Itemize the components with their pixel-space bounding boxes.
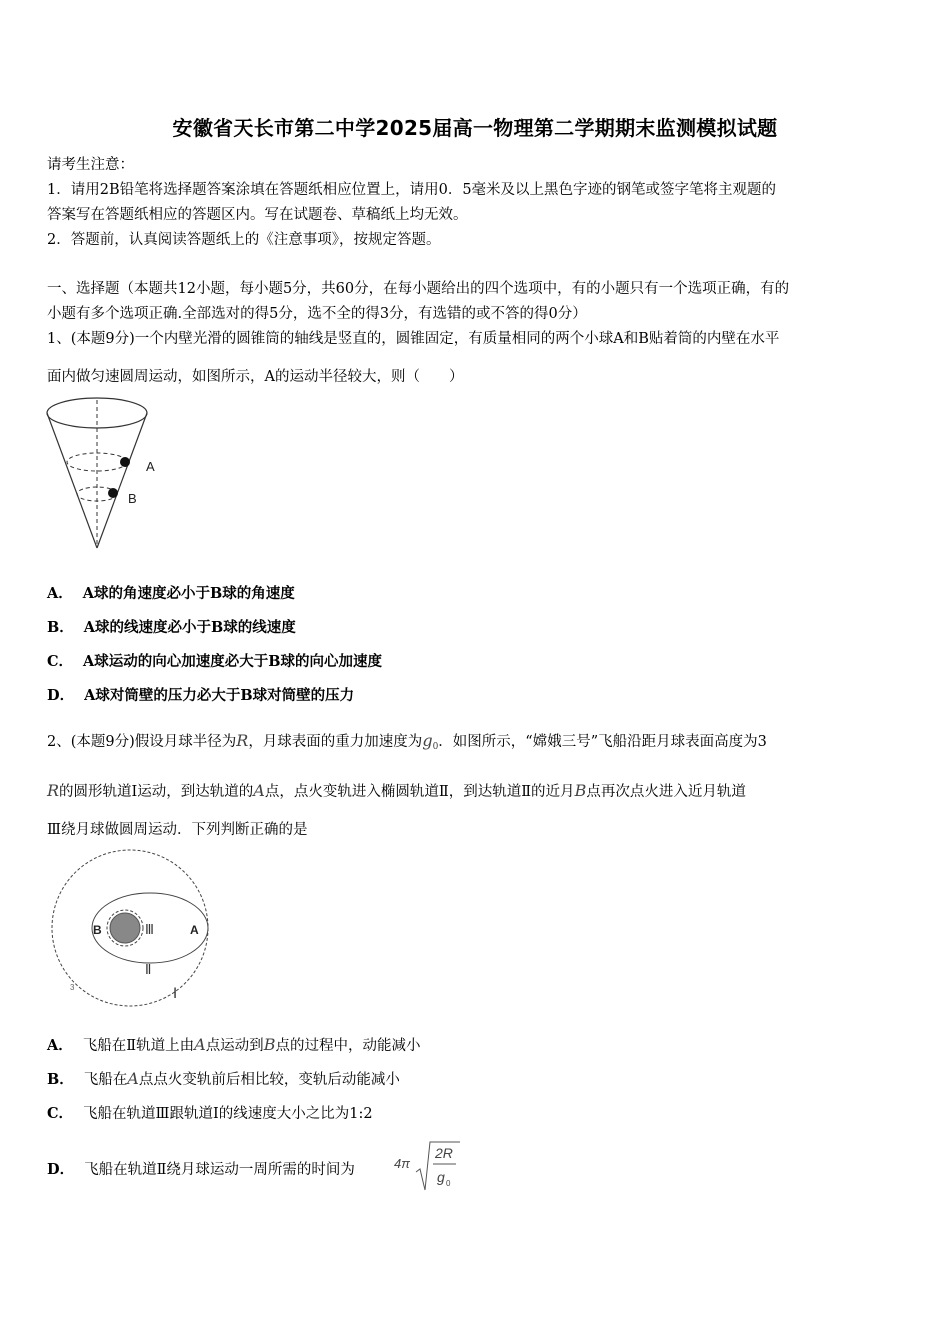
notice-item-2: 2．答题前，认真阅读答题纸上的《注意事项》，按规定答题。 (47, 232, 441, 248)
orbit-label-ii: Ⅱ (145, 962, 152, 977)
q2-option-c-text: 飞船在轨道Ⅲ跟轨道Ⅰ的线速度大小之比为1:2 (83, 1106, 373, 1122)
q2-option-a-var-b: B (263, 1035, 276, 1054)
q1-stem-2: 面内做匀速圆周运动，如图所示，A的运动半径较大，则（ ） (47, 369, 464, 385)
var-r: R (236, 731, 249, 750)
q2-option-a-letter: A． (47, 1037, 73, 1054)
q2-option-b-var-a: A (127, 1069, 139, 1088)
q2-stem-1b: ，月球表面的重力加速度为 (248, 734, 423, 750)
q2-stem-3: Ⅲ绕月球做圆周运动．下列判断正确的是 (47, 822, 308, 838)
var-b: B (574, 781, 587, 800)
cone-right-wall (97, 413, 147, 548)
notice-item-1a: 1．请用2B铅笔将选择题答案涂填在答题纸相应位置上，请用0．5毫米及以上黑色字迹的钢笔或签字笔将主观题的 (47, 182, 777, 198)
q2-stem-2 (47, 780, 746, 801)
q2-option-c[interactable] (47, 1102, 373, 1123)
q1-option-a-text: A球的角速度必小于B球的角速度 (82, 585, 295, 602)
orbit-figure (45, 848, 220, 1008)
q1-option-a[interactable] (47, 582, 295, 603)
formula-num: 2R (435, 1145, 453, 1161)
q2-stem-1c: ．如图所示，“嫦娥三号”飞船沿距月球表面高度为3 (438, 734, 767, 750)
formula-den-sub: 0 (446, 1179, 451, 1188)
q2-option-a-text-2: 点运动到 (205, 1038, 264, 1054)
q1-option-b[interactable] (47, 616, 296, 637)
q2-option-b[interactable] (47, 1068, 400, 1089)
moon (110, 913, 140, 943)
formula-period (392, 1138, 472, 1194)
label-a: A (146, 459, 155, 474)
q1-option-b-letter: B． (47, 619, 74, 636)
q1-option-d-text: A球对筒壁的压力必大于B球对筒壁的压力 (84, 687, 355, 704)
q2-option-a-text-3: 点的过程中，动能减小 (275, 1038, 421, 1054)
orbit-label-a: A (190, 923, 199, 937)
orbit-label-i: Ⅰ (173, 985, 178, 1001)
page-title: 安徽省天长市第二中学2025届高一物理第二学期期末监测模拟试题 (172, 116, 778, 140)
formula-den: g (437, 1169, 445, 1185)
orbit-label-iii: Ⅲ (145, 922, 154, 937)
var-a: A (253, 781, 265, 800)
formula-coef: 4π (394, 1156, 410, 1171)
q2-option-d-text: 飞船在轨道Ⅱ绕月球运动一周所需的时间为 (84, 1162, 355, 1178)
ball-b (108, 488, 118, 498)
q2-option-b-text-2: 点点火变轨前后相比较，变轨后动能减小 (138, 1072, 400, 1088)
label-b: B (128, 491, 137, 506)
q2-stem-1a: 2、(本题9分)假设月球半径为 (47, 734, 237, 750)
section-instructions-1: 一、选择题（本题共12小题，每小题5分，共60分，在每小题给出的四个选项中，有的小题只有一个选项正确，有的 (47, 281, 790, 297)
q1-option-d[interactable] (47, 684, 354, 705)
section-instructions-2: 小题有多个选项正确.全部选对的得5分，选不全的得3分，有选错的或不答的得0分） (47, 306, 587, 322)
orbit-tick-3: 3 (70, 983, 75, 992)
q2-option-a-text-1: 飞船在Ⅱ轨道上由 (82, 1038, 195, 1054)
q1-option-a-letter: A． (47, 585, 73, 602)
cone-figure (40, 395, 170, 555)
q1-stem-1: 1、(本题9分)一个内壁光滑的圆锥筒的轴线是竖直的，圆锥固定，有质量相同的两个小球A和B贴着筒的内壁在水平 (47, 331, 780, 347)
var-r-2: R (47, 781, 60, 800)
q2-stem-2a: 的圆形轨道Ⅰ运动，到达轨道的 (59, 784, 254, 800)
orbit-label-b: B (93, 923, 102, 937)
q1-option-b-text: A球的线速度必小于B球的线速度 (83, 619, 296, 636)
q1-option-d-letter: D． (47, 687, 75, 704)
var-g0: $g_0$ (422, 731, 439, 752)
notice-item-1b: 答案写在答题纸相应的答题区内。写在试题卷、草稿纸上均无效。 (47, 207, 468, 223)
q2-option-c-letter: C． (47, 1105, 74, 1122)
q2-option-b-text-1: 飞船在 (83, 1072, 128, 1088)
notice-header: 请考生注意： (47, 157, 134, 173)
q2-stem-1 (47, 730, 767, 752)
q2-stem-2c: 点再次点火进入近月轨道 (586, 784, 746, 800)
q2-option-a-var-a: A (194, 1035, 206, 1054)
q1-option-c-text: A球运动的向心加速度必大于B球的向心加速度 (83, 653, 383, 670)
q2-stem-2b: 点，点火变轨进入椭圆轨道Ⅱ，到达轨道Ⅱ的近月 (264, 784, 575, 800)
q2-option-b-letter: B． (47, 1071, 74, 1088)
q2-option-d[interactable] (47, 1138, 453, 1194)
q1-option-c-letter: C． (47, 653, 74, 670)
q2-option-a[interactable] (47, 1034, 420, 1055)
q1-option-c[interactable] (47, 650, 382, 671)
cone-left-wall (47, 413, 97, 548)
q2-option-d-letter: D． (47, 1161, 75, 1178)
orbit-a (67, 453, 127, 471)
ball-a (120, 457, 130, 467)
